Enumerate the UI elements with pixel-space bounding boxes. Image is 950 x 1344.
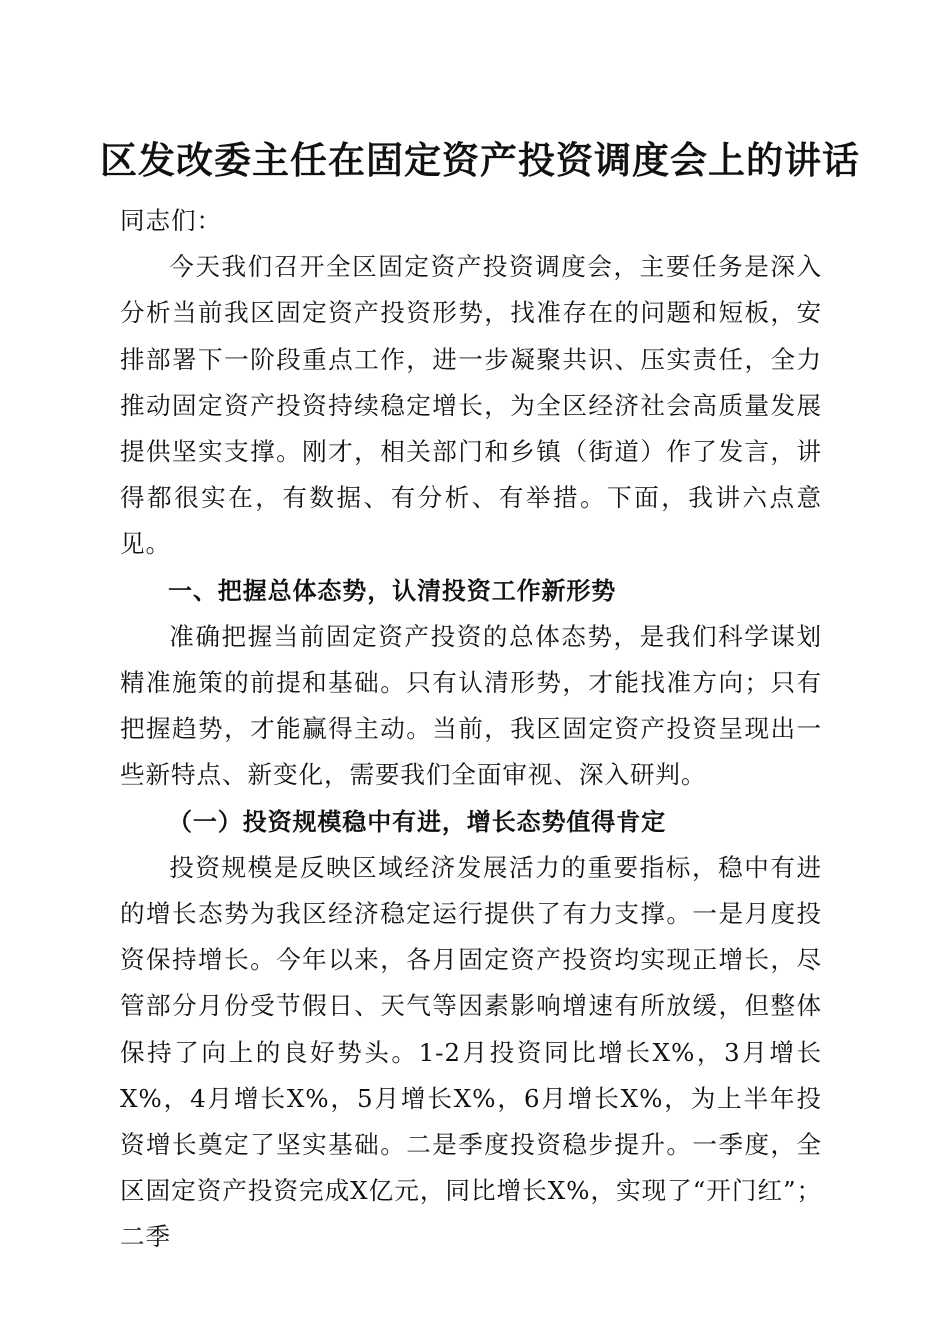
document-title: 区发改委主任在固定资产投资调度会上的讲话 [100, 138, 860, 182]
document-body [120, 198, 822, 1261]
paragraph-investment-scale: 投资规模是反映区域经济发展活力的重要指标，稳中有进的增长态势为我区经济稳定运行提供了有力支撑。一是月度投资保持增长。今年以来，各月固定资产投资均实现正增长，尽管部分月份受节假日、天气等因素影响增速有所放缓，但整体保持了向上的良好势头。1-2月投资同比增长X%，3月增长X%，4月增长X%，5月增长X%，6月增长X%，为上半年投资增长奠定了坚实基础。二是季度投资稳步提升。一季度，全区固定资产投资完成X亿元，同比增长X%，实现了“开门红”；二季 [120, 852, 822, 1252]
subsection-heading-1: （一）投资规模稳中有进，增长态势值得肯定 [168, 806, 666, 836]
section-heading-1: 一、把握总体态势，认清投资工作新形势 [168, 576, 617, 605]
paragraph-situation: 准确把握当前固定资产投资的总体态势，是我们科学谋划精准施策的前提和基础。只有认清形势，才能找准方向；只有把握趋势，才能赢得主动。当前，我区固定资产投资呈现出一些新特点、新变化，需要我们全面审视、深入研判。 [120, 621, 822, 790]
paragraph-intro: 今天我们召开全区固定资产投资调度会，主要任务是深入分析当前我区固定资产投资形势，找准存在的问题和短板，安排部署下一阶段重点工作，进一步凝聚共识、压实责任，全力推动固定资产投资持续稳定增长，为全区经济社会高质量发展提供坚实支撑。刚才，相关部门和乡镇（街道）作了发言，讲得都很实在，有数据、有分析、有举措。下面，我讲六点意见。 [120, 252, 822, 559]
salutation: 同志们： [120, 206, 222, 235]
